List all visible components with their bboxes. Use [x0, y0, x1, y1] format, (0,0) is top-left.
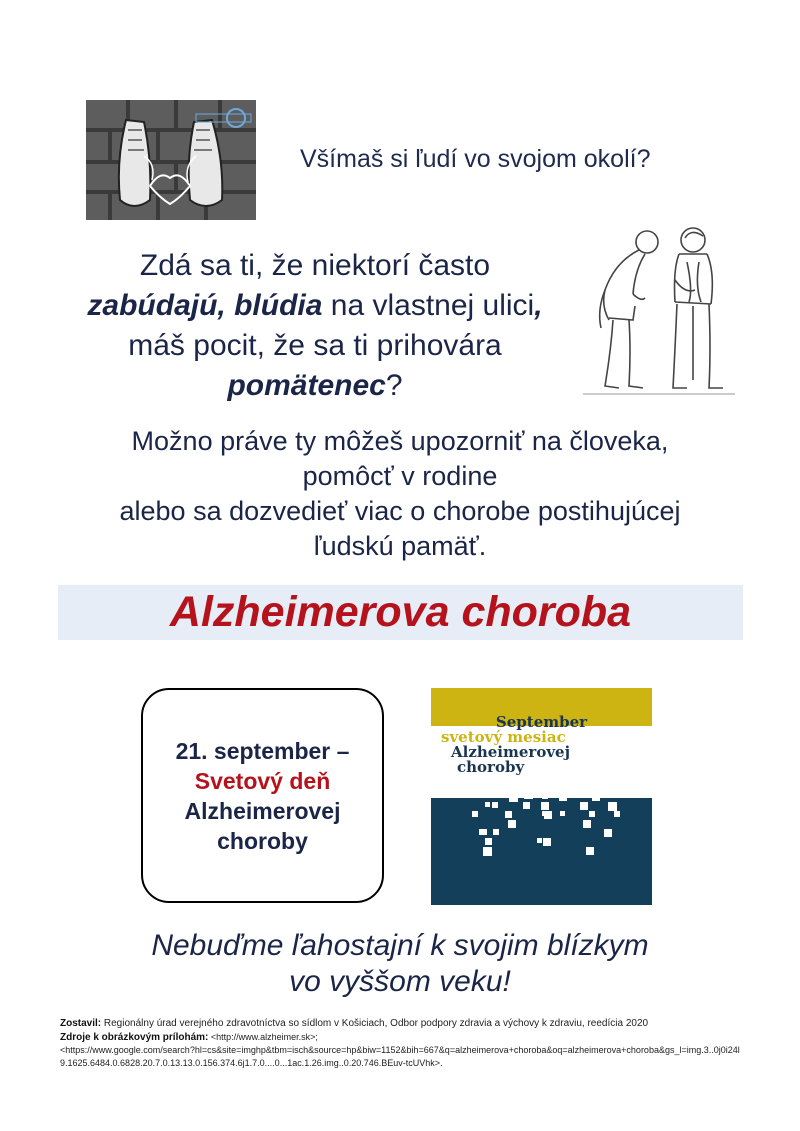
- poster-square: [483, 847, 492, 856]
- advice-paragraph: [60, 424, 740, 564]
- compiled-text: Regionálny úrad verejného zdravotníctva so sídlom v Košiciach, Odbor podpory zdravia a výchovy k zdraviu, reedícia 2020: [101, 1018, 649, 1029]
- poster-square: [559, 793, 567, 801]
- poster-square: [586, 847, 594, 855]
- forgetting-phrase: zabúdajú, blúdia: [87, 289, 323, 322]
- shoes-heart-photo: [86, 100, 256, 220]
- advice-line-3: alebo sa dozvedieť viac o chorobe postihujúcej: [119, 496, 681, 526]
- slogan-line-2: vo vyššom veku!: [289, 965, 511, 998]
- intro-line-2: [60, 286, 570, 326]
- intro-line-3: máš pocit, že sa ti prihovára: [128, 329, 502, 362]
- poster-square: [589, 811, 595, 817]
- poster-line-2: svetový mesiac: [441, 728, 566, 746]
- poster-square: [543, 838, 551, 846]
- poster-line-1: September: [495, 713, 588, 731]
- poster-square: [485, 802, 490, 807]
- advice-line-2: pomôcť v rodine: [302, 461, 498, 491]
- poster-square: [604, 829, 612, 837]
- poster-square: [549, 784, 555, 790]
- intro-comma: ,: [534, 289, 543, 322]
- disease-line-2: choroby: [217, 828, 308, 854]
- intro-paragraph: [60, 246, 570, 406]
- poster-square: [481, 829, 487, 835]
- footer-credits: [60, 1018, 740, 1069]
- compiled-by: [60, 1018, 740, 1031]
- poster-square: [493, 829, 499, 835]
- poster-square: [624, 784, 630, 790]
- poster-square: [523, 802, 530, 809]
- advice-line-4: ľudskú pamäť.: [313, 531, 487, 561]
- poster-square: [565, 784, 572, 791]
- poster-square: [542, 793, 548, 799]
- slogan-line-1: Nebuďme ľahostajní k svojim blízkym: [151, 929, 649, 962]
- page-title: Alzheimerova choroba: [169, 588, 632, 636]
- poster-square: [609, 802, 617, 810]
- compiled-label: Zostavil:: [60, 1018, 102, 1029]
- confused-person-word: pomätenec: [227, 369, 386, 402]
- intro-line-4: [60, 366, 570, 406]
- source-link-2: <https://www.google.com/search?hl=cs&site=imghp&tbm=isch&source=hp&biw=1152&bih=667&q=alzheimerova+choroba&oq=alzheimerova+choroba&gs_l=img.3..0j0i24l9.1625.6484.0.6828.20.7.0.13.13.0.156.374.6j1.7.0....0...1ac.1.26.img..0.20.746.BEuv-tcUVhk>.: [60, 1045, 740, 1068]
- intro-line-1: Zdá sa ti, že niektorí často: [139, 249, 491, 282]
- poster-square: [485, 838, 492, 845]
- date-line: 21. september –: [175, 738, 350, 764]
- poster-square: [580, 802, 588, 810]
- elderly-men-illustration: [575, 210, 740, 400]
- source-link-1: <http://www.alzheimer.sk>;: [208, 1031, 318, 1042]
- poster-line-4: choroby: [457, 758, 525, 776]
- poster-square: [472, 811, 478, 817]
- advice-line-1: Možno práve ty môžeš upozorniť na človeka,: [131, 426, 669, 456]
- sources-label: Zdroje k obrázkovým prílohám:: [60, 1031, 209, 1043]
- poster-square: [541, 802, 547, 808]
- sneakers-icon: [86, 100, 256, 220]
- poster-square: [576, 784, 581, 789]
- poster-square: [508, 820, 516, 828]
- poster-square: [583, 820, 591, 828]
- poster-square: [505, 811, 512, 818]
- poster-square: [509, 784, 517, 792]
- poster-square: [509, 793, 516, 800]
- poster-square: [546, 811, 552, 817]
- date-box-text: [141, 736, 384, 856]
- poster-square: [492, 802, 498, 808]
- poster-square: [614, 811, 620, 817]
- question-line: Všímaš si ľudí vo svojom okolí?: [300, 145, 651, 173]
- poster-square: [537, 838, 542, 843]
- poster-line-3: Alzheimerovej: [451, 743, 571, 761]
- disease-line-1: Alzheimerovej: [184, 798, 341, 824]
- world-day-line: Svetový deň: [194, 768, 331, 794]
- slogan: [80, 928, 720, 1000]
- poster-square: [527, 793, 533, 799]
- poster-square: [560, 811, 565, 816]
- intro-question-mark: ?: [385, 369, 403, 402]
- image-sources: [60, 1031, 740, 1045]
- poster-square: [592, 793, 600, 801]
- intro-line-2-rest: na vlastnej ulici: [322, 289, 535, 322]
- september-month-poster: [431, 688, 652, 905]
